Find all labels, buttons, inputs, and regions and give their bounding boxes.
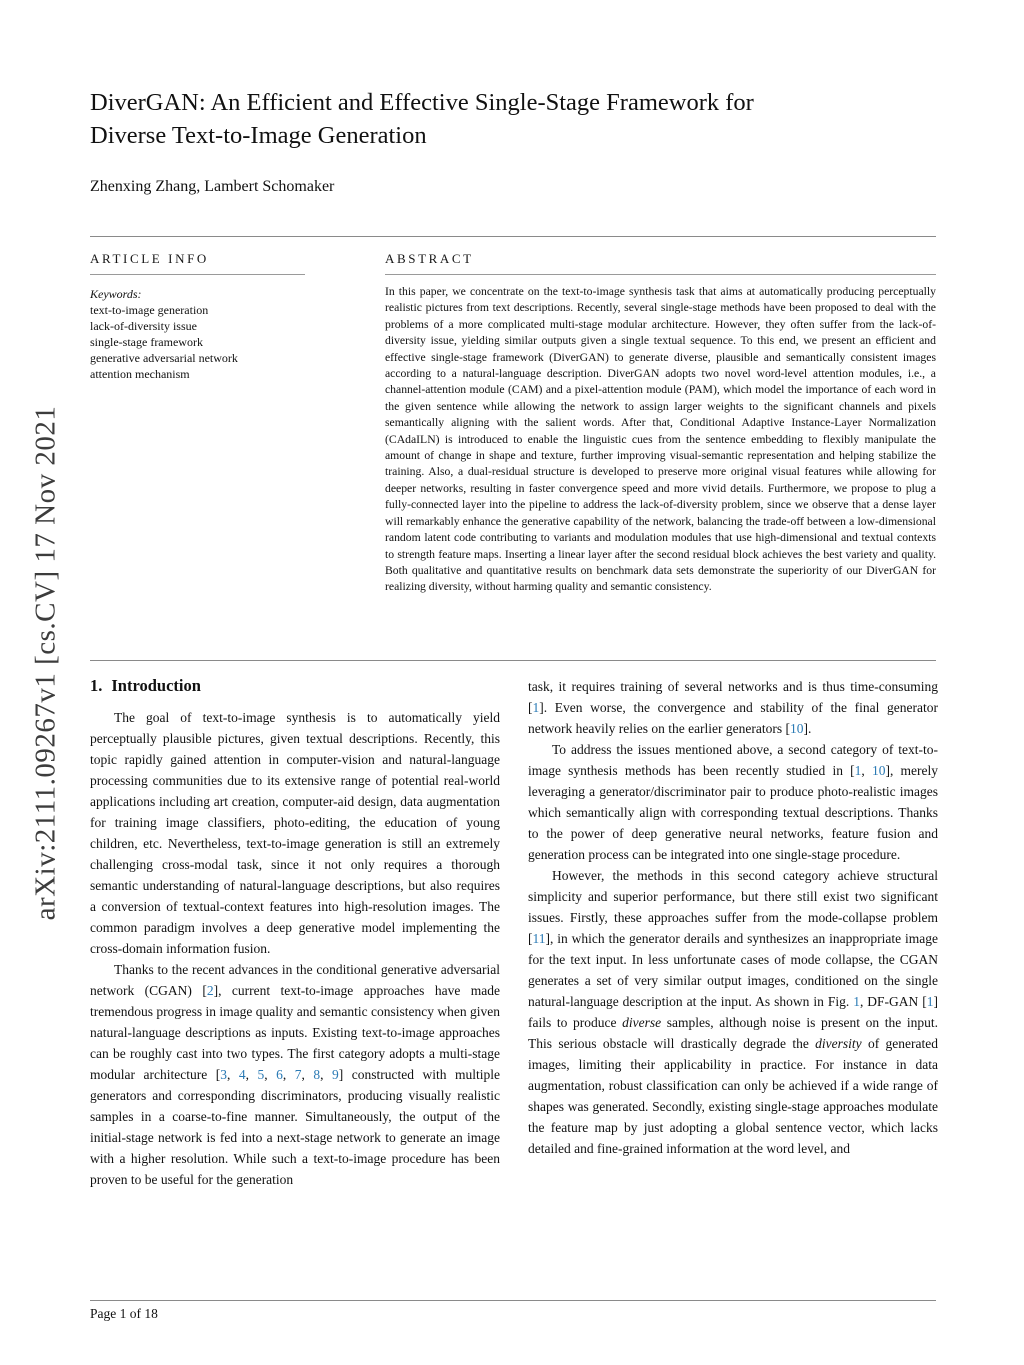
paper-title-line-2: Diverse Text-to-Image Generation [90, 122, 427, 149]
abstract-text: In this paper, we concentrate on the text-to-image synthesis task that aims at automatically producing perceptually realistic pictures from text descriptions. Recently, several single-stage methods have been proposed to deal with the problems of a more complicated multi-stage modular architecture. However, they often suffer from the lack-of-diversity issue, yielding similar outputs given a single textual sequence. To this end, we present an efficient and effective single-stage framework (DiverGAN) to generate diverse, plausible and semantically consistent images according to a natural-language description. DiverGAN adopts two novel word-level attention modules, i.e., a channel-attention module (CAM) and a pixel-attention module (PAM), which model the importance of each word in the given sentence while allowing the network to assign larger weights to the significant channels and pixels semantically aligning with the salient words. After that, Conditional Adaptive Instance-Layer Normalization (CAdaILN) is introduced to enable the linguistic cues from the sentence embedding to flexibly manipulate the amount of change in shape and texture, further improving visual-semantic representation and helping stabilize the training. Also, a dual-residual structure is developed to preserve more original visual features while allowing for deeper networks, resulting in faster convergence speed and more vivid details. Furthermore, we propose to plug a fully-connected layer into the pipeline to address the lack-of-diversity problem, since we observe that a dense layer will remarkably enhance the generative capability of the network, balancing the trade-off between a low-dimensional random latent code contributing to variants and modulation modules that use high-dimensional and textual contexts to strength feature maps. Inserting a linear layer after the second residual block achieves the best variety and quality. Both qualitative and quantitative results on benchmark data sets demonstrate the superiority of our DiverGAN for realizing diversity, without harming quality and semantic consistency. [385, 285, 936, 594]
citation-link[interactable]: 11 [532, 931, 546, 946]
keyword-item: lack-of-diversity issue [90, 319, 197, 333]
article-info-rule [90, 274, 305, 275]
citation-link[interactable]: 1 [854, 763, 862, 778]
citation-link[interactable]: 9 [332, 1067, 339, 1082]
citation-link[interactable]: 2 [206, 983, 214, 998]
citation-link[interactable]: 1 [532, 700, 540, 715]
mid-divider [90, 660, 936, 661]
paper-title-line-1: DiverGAN: An Efficient and Effective Single-Stage Framework for [90, 89, 754, 116]
keywords-list [90, 302, 315, 382]
top-divider [90, 236, 936, 237]
keyword-item: text-to-image generation [90, 303, 209, 317]
body-columns [90, 676, 938, 1190]
citation-link[interactable]: 7 [294, 1067, 302, 1082]
section-number: 1. [90, 676, 103, 695]
keyword-item: generative adversarial network [90, 351, 238, 365]
page-number: Page 1 of 18 [90, 1306, 158, 1321]
intro-paragraphs-left [90, 707, 500, 1190]
citation-link[interactable]: 1 [853, 994, 860, 1009]
body-column-left [90, 676, 500, 1190]
body-column-right [528, 676, 938, 1190]
keyword-item: attention mechanism [90, 367, 190, 381]
body-paragraph: task, it requires training of several networks and is thus time-consuming [1]. Even worse, the convergence and stability of the final generator network heavily relies on the earlier generators [10]. [528, 679, 938, 736]
paper-title [90, 86, 940, 152]
citation-link[interactable]: 5 [257, 1067, 265, 1082]
citation-link[interactable]: 4 [238, 1067, 246, 1082]
arxiv-watermark: arXiv:2111.09267v1 [cs.CV] 17 Nov 2021 [29, 405, 62, 921]
body-paragraph: The goal of text-to-image synthesis is to automatically yield perceptually plausible pictures, given textual descriptions. Recently, this topic rapidly gained attention in computer-vision and natural-language processing communities due to its extensive range of potential real-world applications including art creation, computer-aid design, data augmentation for training image classifiers, photo-editing, the education of young children, etc. Nevertheless, text-to-image generation is still an extremely challenging cross-modal task, since it not only requires a thorough semantic understanding of natural-language descriptions, but also requires a conversion of textual-context features into high-resolution images. The common paradigm involves a deep generative model implementing the cross-domain information fusion. [90, 710, 500, 956]
section-title: Introduction [111, 676, 201, 695]
keyword-item: single-stage framework [90, 335, 203, 349]
footer-divider [90, 1300, 936, 1301]
abstract-heading: ABSTRACT [385, 251, 474, 266]
citation-link[interactable]: 6 [276, 1067, 283, 1082]
body-paragraph: Thanks to the recent advances in the conditional generative adversarial network (CGAN) [2], current text-to-image approaches have made tremendous progress in image quality and semantic consistency when given natural-language descriptions as inputs. Existing text-to-image approaches can be roughly cast into two types. The first category adopts a multi-stage modular architecture [3, 4, 5, 6, 7, 8, 9] constructed with multiple generators and corresponding discriminators, producing visually realistic samples in a coarse-to-fine manner. Simultaneously, the output of the initial-stage network is fed into a next-stage network to generate an image with a higher resolution. While such a text-to-image procedure has been proven to be useful for the generation [90, 962, 501, 1187]
paper-authors: Zhenxing Zhang, Lambert Schomaker [90, 178, 335, 195]
citation-link[interactable]: 10 [790, 721, 804, 736]
article-info-section [90, 251, 315, 382]
citation-link[interactable]: 10 [871, 763, 886, 778]
citation-link[interactable]: 3 [220, 1067, 227, 1082]
article-info-heading: ARTICLE INFO [90, 251, 209, 266]
section-heading-introduction [90, 676, 500, 696]
citation-link[interactable]: 1 [926, 994, 934, 1009]
abstract-rule [385, 274, 936, 275]
citation-link[interactable]: 8 [313, 1067, 321, 1082]
intro-paragraphs-right [528, 676, 938, 1159]
abstract-section [385, 251, 936, 596]
body-paragraph: To address the issues mentioned above, a second category of text-to-image synthesis methods has been recently studied in [1, 10], merely leveraging a generator/discriminator pair to produce photo-realistic images which semantically align with corresponding textual descriptions. Thanks to the power of deep generative neural networks, feature fusion and generation process can be integrated into one single-stage procedure. [528, 742, 939, 862]
keywords-label: Keywords: [90, 287, 142, 301]
body-paragraph: However, the methods in this second category achieve structural simplicity and superior performance, but there still exist two significant issues. Firstly, these approaches suffer from the mode-collapse problem [11], in which the generator derails and synthesizes an inappropriate image for the text input. In less unfortunate cases of mode collapse, the CGAN generates a set of very similar output images, conditioned on the single natural-language description at the input. As shown in Fig. 1, DF-GAN [1] fails to produce diverse samples, although noise is present on the input. This serious obstacle will drastically degrade the diversity of generated images, limiting their applicability in practice. For instance in data augmentation, robust classification can only be achieved if a wide range of shapes was generated. Secondly, existing single-stage approaches modulate the feature map by just adopting a global sentence vector, which lacks detailed and fine-grained information at the word level, and [528, 868, 939, 1156]
